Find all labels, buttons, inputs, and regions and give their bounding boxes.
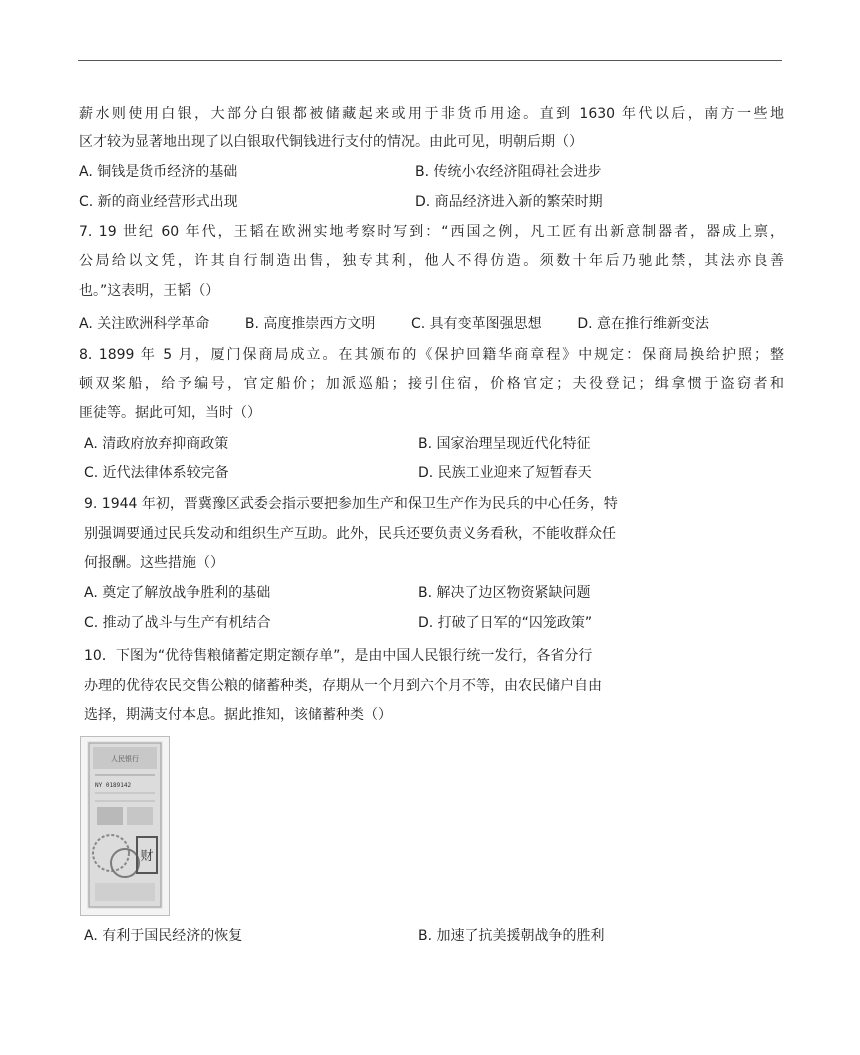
deposit-slip-drawing (87, 741, 163, 909)
q10-option-a[interactable]: A. 有利于国民经济的恢复 (84, 928, 243, 944)
q7-option-a[interactable]: A. 关注欧洲科学革命 (79, 316, 210, 332)
q10-stem-line-2: 办理的优待农民交售公粮的储蓄种类，存期从一个月到六个月不等，由农民储户自由 (84, 678, 602, 694)
deposit-slip-image (80, 736, 170, 916)
q8-stem-line-1: 8. 1899 年 5 月，厦门保商局成立。在其颁布的《保护回籍华商章程》中规定：保商局换给护照；整 (79, 347, 784, 363)
q8-stem-line-2: 顿双桨船，给予编号，官定船价；加派巡船；接引住宿，价格官定；夫役登记；缉拿惯于盗窃者和 (79, 376, 784, 392)
q10-option-b[interactable]: B. 加速了抗美援朝战争的胜利 (418, 928, 605, 944)
slip-serial-text: NY 0189142 (95, 782, 132, 789)
q9-option-a[interactable]: A. 奠定了解放战争胜利的基础 (84, 585, 271, 601)
q7-option-c[interactable]: C. 具有变革图强思想 (411, 316, 542, 332)
q7-stem-line-1: 7. 19 世纪 60 年代，王韬在欧洲实地考察时写到：“西国之例，凡工匠有出新意制器者，器成上禀， (79, 224, 784, 240)
q9-stem-line-1: 9. 1944 年初，晋冀豫区武委会指示要把参加生产和保卫生产作为民兵的中心任务，特 (84, 496, 618, 512)
slip-header-text: 人民银行 (111, 755, 139, 763)
q6-option-c[interactable]: C. 新的商业经营形式出现 (79, 194, 238, 210)
q8-option-d[interactable]: D. 民族工业迎来了短暂春天 (418, 465, 592, 481)
q8-option-b[interactable]: B. 国家治理呈现近代化特征 (418, 436, 591, 452)
q8-option-c[interactable]: C. 近代法律体系较完备 (84, 465, 229, 481)
slip-stamp-text: 财 (140, 849, 154, 864)
q6-stem-line-2: 区才较为显著地出现了以白银取代铜钱进行支付的情况。由此可见，明朝后期（） (79, 134, 583, 150)
q7-stem-line-2: 公局给以文凭，许其自行制造出售，独专其利，他人不得仿造。须数十年后乃驰此禁，其法亦良善 (79, 253, 784, 269)
q7-option-b[interactable]: B. 高度推崇西方文明 (244, 316, 376, 332)
q9-option-c[interactable]: C. 推动了战斗与生产有机结合 (84, 615, 271, 631)
q6-option-d[interactable]: D. 商品经济进入新的繁荣时期 (415, 194, 603, 210)
q9-option-b[interactable]: B. 解决了边区物资紧缺问题 (418, 585, 591, 601)
q8-stem-line-3: 匪徒等。据此可知，当时（） (79, 405, 261, 421)
q7-options-row (79, 314, 709, 334)
q9-option-d[interactable]: D. 打破了日军的“囚笼政策” (418, 615, 593, 631)
q8-option-a[interactable]: A. 清政府放弃抑商政策 (84, 436, 229, 452)
q7-option-d[interactable]: D. 意在推行维新变法 (577, 316, 709, 332)
q7-stem-line-3: 也。”这表明，王韬（） (79, 283, 220, 299)
q10-stem-line-1: 10．下图为“优待售粮储蓄定期定额存单”，是由中国人民银行统一发行，各省分行 (84, 648, 593, 664)
q6-stem-line-1: 薪水则使用白银，大部分白银都被储藏起来或用于非货币用途。直到 1630 年代以后，南方一些地 (79, 106, 784, 122)
q10-stem-line-3: 选择，期满支付本息。据此推知，该储蓄种类（） (84, 707, 392, 723)
q6-option-b[interactable]: B. 传统小农经济阻碍社会进步 (415, 164, 602, 180)
header-rule (78, 60, 782, 61)
q9-stem-line-2: 别强调要通过民兵发动和组织生产互助。此外，民兵还要负责义务看秋，不能收群众任 (84, 526, 616, 542)
q9-stem-line-3: 何报酬。这些措施（） (84, 555, 224, 571)
deposit-slip-paper (87, 741, 163, 909)
q6-option-a[interactable]: A. 铜钱是货币经济的基础 (79, 164, 238, 180)
